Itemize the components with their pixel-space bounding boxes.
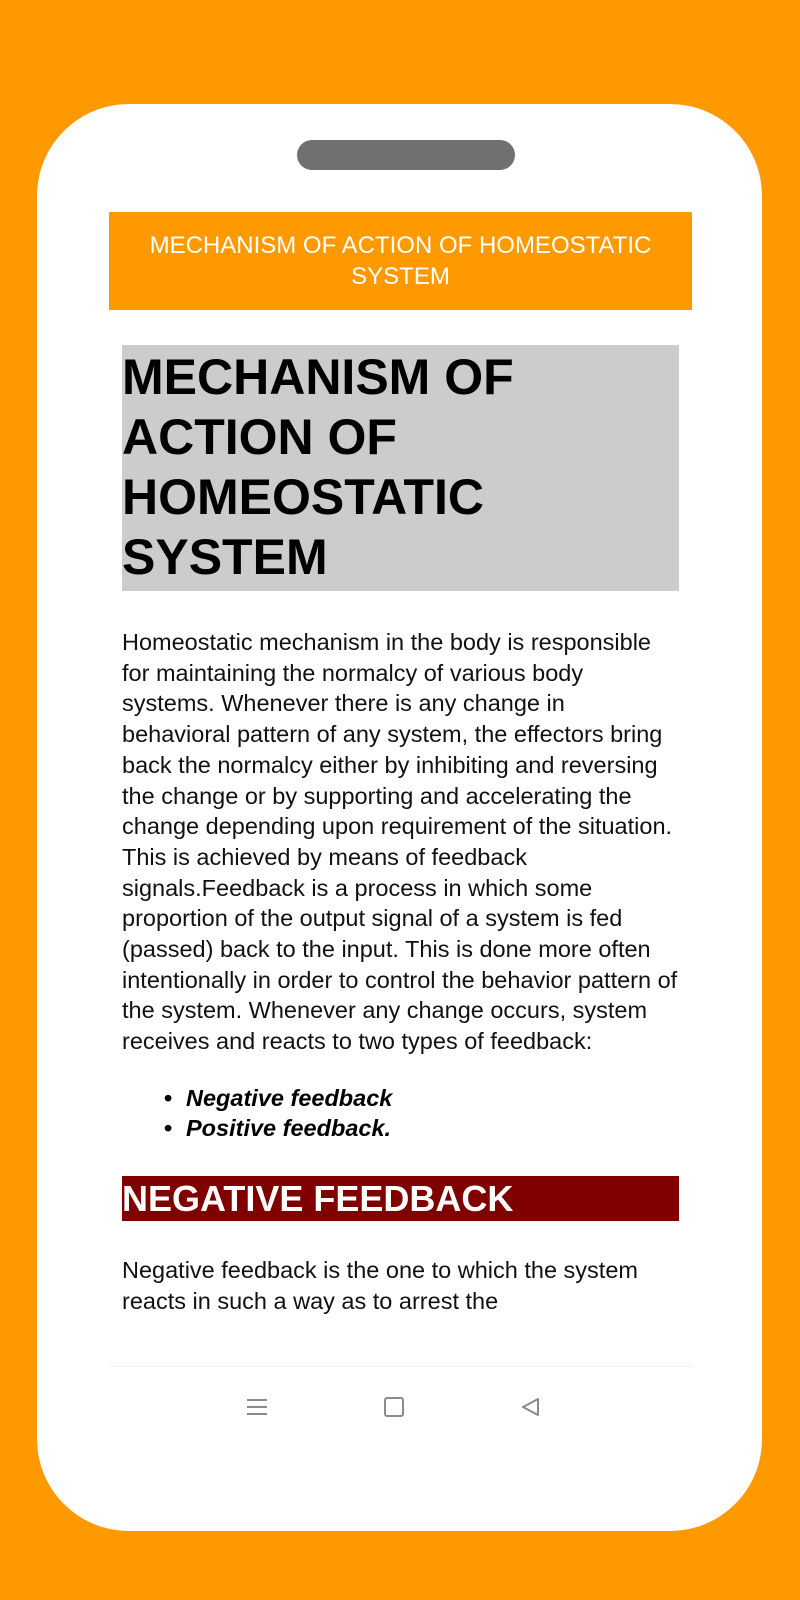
app-bar [109,212,692,310]
app-bar-title: MECHANISM OF ACTION OF HOMEOSTATIC SYSTEM [149,232,652,290]
bullet-icon: • [164,1115,173,1142]
bullet-icon: • [164,1084,173,1111]
article-heading-line: MECHANISM OF [122,349,514,405]
section-heading-negative-feedback: NEGATIVE FEEDBACK [122,1176,679,1221]
list-item [164,1113,679,1144]
back-icon[interactable] [510,1387,550,1427]
intro-paragraph: Homeostatic mechanism in the body is responsible for maintaining the normalcy of various body systems. Whenever there is any change in behavioral pattern of any system, the effectors bring back the normalcy either by inhibiting and reversing the change or by supporting and accelerating the change depending upon requirement of the situation. This is achieved by means of feedback signals.Feedback is a process in which some proportion of the output signal of a system is fed (passed) back to the input. This is done more often intentionally in order to control the behavior pattern of the system. Whenever any change occurs, system receives and reacts to two types of feedback: [122,629,678,1055]
feedback-types-list [122,1083,679,1144]
menu-icon[interactable] [237,1387,277,1427]
phone-speaker [297,140,515,170]
system-nav-bar [109,1366,692,1443]
list-item [164,1083,679,1114]
article-heading-line: HOMEOSTATIC [122,469,485,525]
app-screen [109,212,692,1384]
negative-feedback-paragraph: Negative feedback is the one to which the system reacts in such a way as to arrest the [122,1256,638,1314]
list-item-label: Positive feedback. [186,1115,392,1142]
list-item-label: Negative feedback [186,1084,393,1111]
article-heading [122,345,679,591]
phone-frame [37,104,762,1531]
article-heading-line: ACTION OF [122,409,397,465]
article-heading-line: SYSTEM [122,529,328,585]
article-content[interactable] [122,345,679,1316]
home-icon[interactable] [374,1387,414,1427]
